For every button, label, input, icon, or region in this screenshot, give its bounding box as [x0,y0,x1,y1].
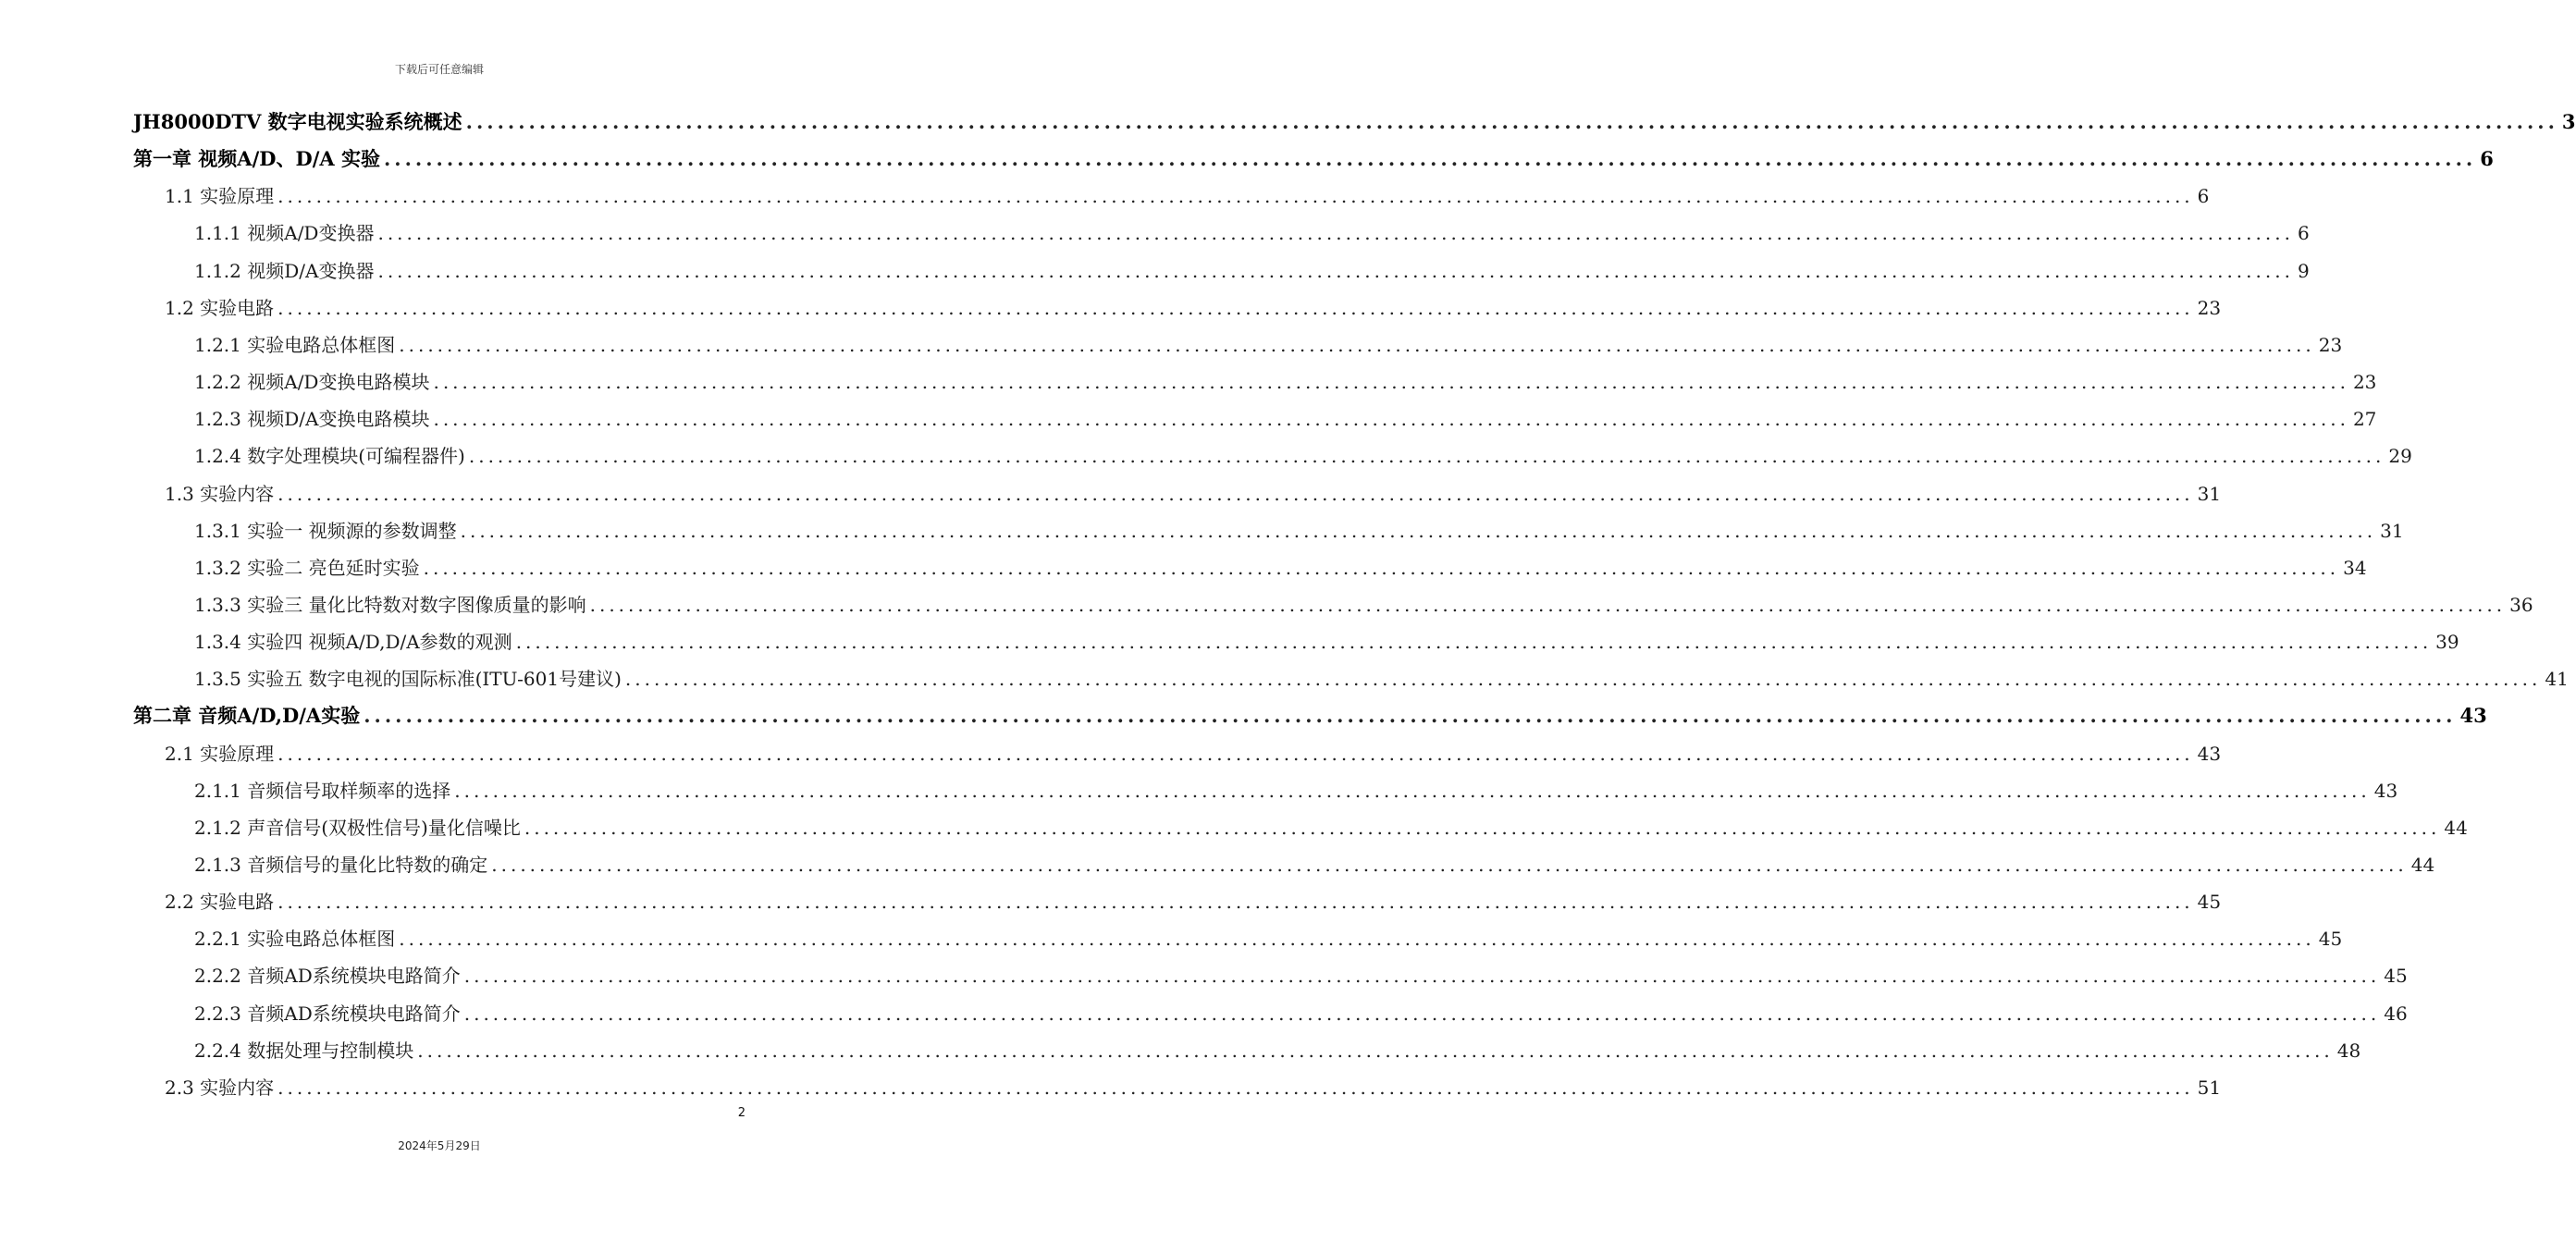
toc-entry-page: 9 [2297,259,2310,282]
toc-entry-page: 6 [2480,147,2494,171]
toc-entry[interactable] [194,215,2310,252]
toc-dot-leader: ........................................................................................................................................................................................................ [377,222,2294,245]
toc-entry[interactable] [133,141,2494,178]
toc-entry-title: 1.3.5 实验五 数字电视的国际标准(ITU-601号建议) [194,668,622,691]
toc-dot-leader: ........................................................................................................................................................................................................ [277,185,2194,208]
toc-entry-page: 41 [2545,668,2569,691]
toc-entry-page: 45 [2197,891,2222,914]
toc-entry[interactable] [194,920,2343,957]
toc-entry[interactable] [194,660,2569,697]
toc-entry[interactable] [194,772,2398,809]
toc-entry-page: 23 [2197,296,2222,319]
toc-entry[interactable] [194,252,2310,289]
toc-dot-leader: ........................................................................................................................................................................................................ [524,816,2441,839]
toc-entry-title: 2.3 实验内容 [165,1076,275,1099]
toc-entry-title: 2.2.3 音频AD系统模块电路简介 [194,1002,461,1025]
toc-dot-leader: ........................................................................................................................................................................................................ [463,965,2381,988]
toc-entry-page: 36 [2509,593,2533,616]
toc-entry[interactable] [194,995,2408,1032]
toc-entry-title: 2.2.2 音频AD系统模块电路简介 [194,965,461,988]
toc-dot-leader: ........................................................................................................................................................................................................ [364,704,2457,728]
toc-entry-title: 1.2.4 数字处理模块(可编程器件) [194,445,465,468]
toc-entry[interactable] [194,549,2367,586]
toc-entry-page: 43 [2197,742,2222,765]
toc-entry[interactable] [194,400,2377,437]
toc-entry-title: 2.2.4 数据处理与控制模块 [194,1039,414,1062]
toc-entry-title: 2.2 实验电路 [165,891,275,914]
toc-entry-page: 39 [2435,631,2459,654]
toc-entry[interactable] [194,512,2404,549]
toc-dot-leader: ........................................................................................................................................................................................................ [399,928,2315,951]
toc-entry[interactable] [194,326,2343,363]
toc-entry-title: 1.3.2 实验二 亮色延时实验 [194,556,420,579]
toc-entry-page: 6 [2197,185,2210,208]
toc-entry[interactable] [165,475,2222,512]
toc-entry-title: JH8000DTV 数字电视实验系统概述 [133,110,462,133]
toc-entry-title: 2.1 实验原理 [165,742,275,765]
toc-entry-page: 23 [2352,371,2377,394]
page-number: 2 [737,1106,746,1120]
toc-entry-page: 44 [2444,816,2468,839]
toc-dot-leader: ........................................................................................................................................................................................................ [433,408,2349,431]
toc-entry[interactable] [194,846,2435,883]
toc-entry-page: 48 [2336,1039,2361,1062]
toc-dot-leader: ........................................................................................................................................................................................................ [624,668,2542,691]
toc-dot-leader: ........................................................................................................................................................................................................ [277,1076,2194,1099]
toc-dot-leader: ........................................................................................................................................................................................................ [463,1002,2381,1025]
toc-entry[interactable] [133,697,2487,734]
toc-dot-leader: ........................................................................................................................................................................................................ [491,854,2408,876]
toc-entry-title: 1.3.1 实验一 视频源的参数调整 [194,519,457,542]
toc-entry-page: 45 [2318,928,2343,951]
toc-entry[interactable] [194,809,2468,846]
toc-dot-leader: ........................................................................................................................................................................................................ [460,519,2377,542]
toc-dot-leader: ........................................................................................................................................................................................................ [399,333,2315,356]
toc-entry[interactable] [194,1032,2361,1069]
toc-entry-page: 51 [2197,1076,2222,1099]
header-note: 下载后可任意编辑 [394,63,484,76]
toc-entry-page: 23 [2318,333,2343,356]
toc-entry[interactable] [165,883,2222,920]
toc-entry[interactable] [133,104,2576,141]
toc-entry[interactable] [194,623,2459,660]
toc-entry-page: 46 [2384,1002,2408,1025]
toc-entry[interactable] [194,957,2408,994]
toc-dot-leader: ........................................................................................................................................................................................................ [277,296,2194,319]
toc-dot-leader: ........................................................................................................................................................................................................ [383,147,2477,171]
toc-entry-page: 31 [2380,519,2404,542]
toc-entry-title: 第一章 视频A/D、D/A 实验 [133,147,380,171]
toc-entry-title: 1.3.3 实验三 量化比特数对数字图像质量的影响 [194,593,586,616]
toc-entry-title: 2.1.3 音频信号的量化比特数的确定 [194,854,488,876]
toc-entry-title: 2.1.1 音频信号取样频率的选择 [194,779,451,802]
toc-entry-page: 45 [2384,965,2408,988]
toc-entry[interactable] [165,178,2210,215]
toc-dot-leader: ........................................................................................................................................................................................................ [277,891,2194,914]
toc-entry-title: 1.2.3 视频D/A变换电路模块 [194,408,430,431]
toc-entry-page: 34 [2343,556,2367,579]
toc-entry-page: 6 [2297,222,2310,245]
toc-entry-title: 1.1.1 视频A/D变换器 [194,222,375,245]
toc-dot-leader: ........................................................................................................................................................................................................ [468,445,2385,468]
toc-dot-leader: ........................................................................................................................................................................................................ [465,110,2558,133]
toc-entry-page: 31 [2197,482,2222,505]
toc-entry-page: 44 [2410,854,2435,876]
toc-dot-leader: ........................................................................................................................................................................................................ [433,371,2349,394]
toc-entry-title: 1.1.2 视频D/A变换器 [194,259,375,282]
toc-dot-leader: ........................................................................................................................................................................................................ [515,631,2433,654]
toc-entry-title: 1.2.2 视频A/D变换电路模块 [194,371,430,394]
toc-entry[interactable] [165,289,2222,326]
toc-entry[interactable] [194,363,2377,400]
toc-entry[interactable] [194,586,2533,623]
toc-entry-title: 1.3 实验内容 [165,482,275,505]
toc-entry-page: 43 [2373,779,2398,802]
toc-entry-title: 1.2.1 实验电路总体框图 [194,333,396,356]
toc-dot-leader: ........................................................................................................................................................................................................ [454,779,2371,802]
toc-entry-page: 3 [2561,110,2576,133]
toc-entry-title: 2.1.2 声音信号(双极性信号)量化信噪比 [194,816,521,839]
toc-entry[interactable] [165,735,2222,772]
toc-entry-title: 1.2 实验电路 [165,296,275,319]
toc-entry-page: 43 [2459,704,2487,728]
toc-dot-leader: ........................................................................................................................................................................................................ [417,1039,2334,1062]
toc-entry-title: 第二章 音频A/D,D/A实验 [133,704,361,728]
toc-entry[interactable] [194,437,2412,474]
footer-date: 2024年5月29日 [398,1139,481,1152]
toc-dot-leader: ........................................................................................................................................................................................................ [277,742,2194,765]
toc-entry-title: 2.2.1 实验电路总体框图 [194,928,396,951]
toc-dot-leader: ........................................................................................................................................................................................................ [277,482,2194,505]
toc-entry[interactable] [165,1069,2222,1106]
toc-entry-page: 29 [2388,445,2412,468]
toc-entry-page: 27 [2352,408,2377,431]
toc-entry-title: 1.1 实验原理 [165,185,275,208]
toc-dot-leader: ........................................................................................................................................................................................................ [589,593,2507,616]
toc-dot-leader: ........................................................................................................................................................................................................ [377,259,2294,282]
toc-dot-leader: ........................................................................................................................................................................................................ [423,556,2340,579]
toc-entry-title: 1.3.4 实验四 视频A/D,D/A参数的观测 [194,631,512,654]
